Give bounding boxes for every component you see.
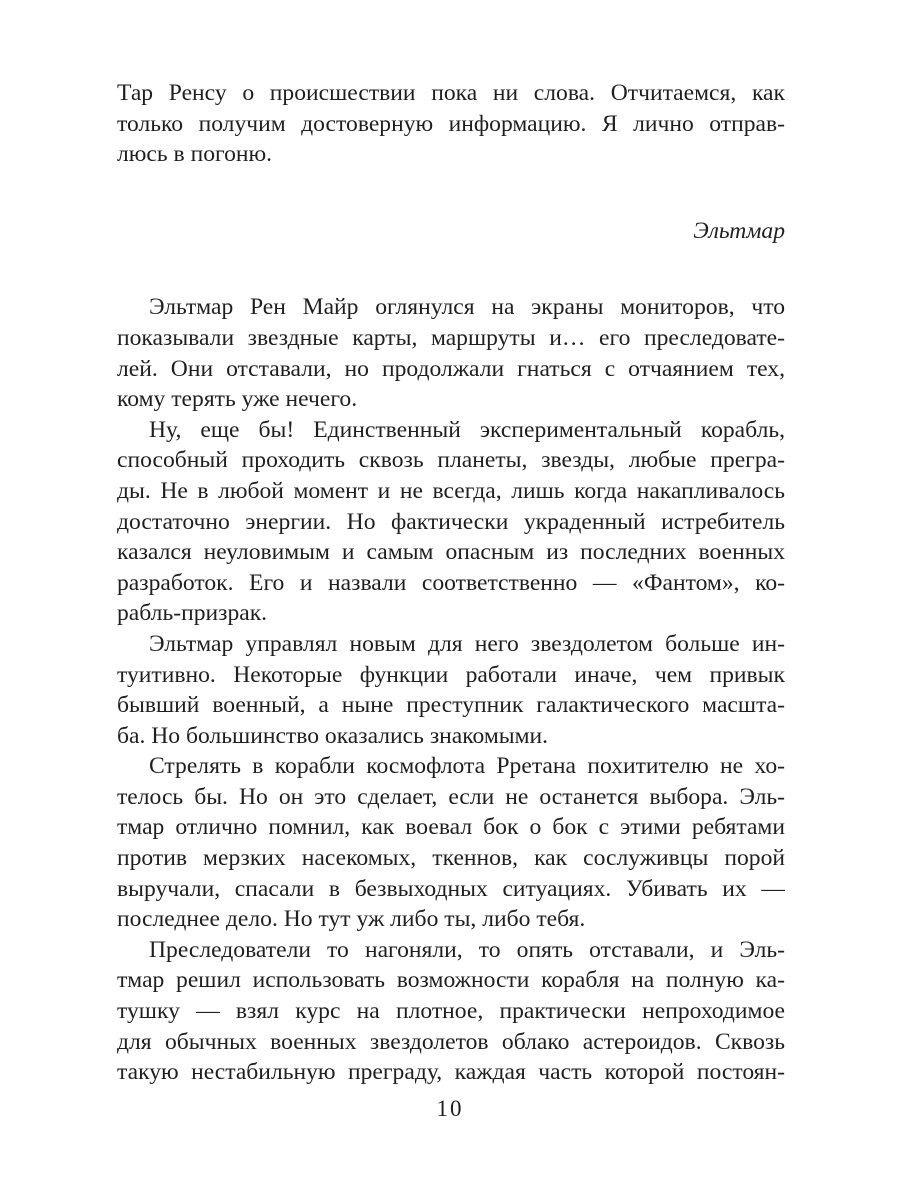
- section-heading: Эльтмар: [693, 217, 785, 244]
- text-line: последнее дело. Но тут уж либо ты, либо тебя.: [117, 906, 586, 933]
- text-line: бывший военный, а ныне преступник галактического масшта-: [117, 692, 785, 719]
- text-line: такую нестабильную преграду, каждая часть которой постоян-: [117, 1059, 785, 1086]
- text-line: люсь в погоню.: [117, 141, 273, 168]
- text-line: Ну, еще бы! Единственный экспериментальный корабль,: [149, 416, 785, 443]
- text-line: Стрелять в корабли космофлота Рретана похитителю не хо-: [149, 753, 785, 780]
- text-line: тушку — взял курс на плотное, практически непроходимое: [117, 998, 785, 1025]
- text-line: против мерзких насекомых, ткеннов, как сослуживцы порой: [117, 845, 785, 872]
- paragraph-1: [117, 78, 785, 170]
- text-line: рабль-призрак.: [117, 600, 268, 627]
- paragraph-3: [117, 415, 785, 629]
- text-line: казался неуловимым и самым опасным из последних военных: [117, 539, 785, 566]
- page-text: [117, 78, 785, 1088]
- text-line: для обычных военных звездолетов облако астероидов. Сквозь: [117, 1028, 785, 1055]
- text-line: Эльтмар Рен Майр оглянулся на экраны мониторов, что: [149, 294, 785, 321]
- text-line: ба. Но большинство оказались знакомыми.: [117, 722, 549, 749]
- text-line: ды. Не в любой момент и не всегда, лишь когда накапливалось: [117, 477, 785, 504]
- text-line: тмар решил использовать возможности корабля на полную ка-: [117, 967, 785, 994]
- text-line: тмар отлично помнил, как воевал бок о бок с этими ребятами: [117, 814, 785, 841]
- text-line: только получим достоверную информацию. Я лично отправ-: [117, 110, 785, 137]
- paragraph-2: [117, 292, 785, 414]
- text-line: способный проходить сквозь планеты, звезды, любые прегра-: [117, 447, 785, 474]
- text-line: Преследователи то нагоняли, то опять отставали, и Эль-: [149, 936, 785, 963]
- text-line: туитивно. Некоторые функции работали иначе, чем привык: [117, 661, 785, 688]
- paragraph-5: [117, 751, 785, 935]
- text-line: разработок. Его и назвали соответственно — «Фантом», ко-: [117, 569, 785, 596]
- text-line: кому терять уже нечего.: [117, 386, 358, 413]
- text-line: Тар Ренсу о происшествии пока ни слова. Отчитаемся, как: [117, 80, 785, 106]
- text-line: телось бы. Но он это сделает, если не останется выбора. Эль-: [117, 783, 785, 810]
- text-line: Эльтмар управлял новым для него звездолетом больше ин-: [149, 630, 785, 657]
- page-number: 10: [436, 1096, 464, 1121]
- paragraph-6: [117, 935, 785, 1088]
- text-line: лей. Они отставали, но продолжали гнаться с отчаянием тех,: [117, 355, 785, 382]
- text-line: достаточно энергии. Но фактически украденный истребитель: [117, 508, 785, 535]
- text-line: выручали, спасали в безвыходных ситуациях. Убивать их —: [117, 875, 785, 902]
- paragraph-4: [117, 629, 785, 751]
- text-line: показывали звездные карты, маршруты и… его преследовате-: [117, 324, 785, 351]
